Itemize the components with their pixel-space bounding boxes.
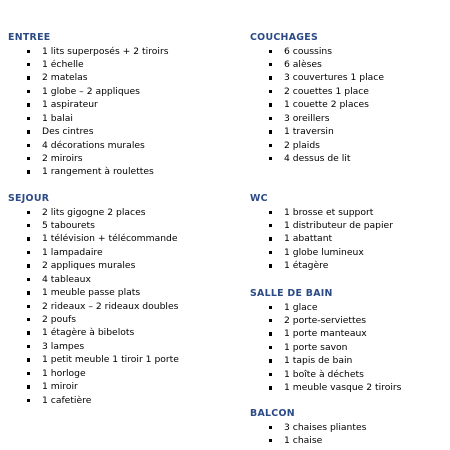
square-bullet-icon [269,264,272,267]
list-item-text: 1 distributeur de papier [284,219,393,231]
list-item-text: 1 porte savon [284,341,348,353]
square-bullet-icon [27,358,30,361]
list-item-text: 1 aspirateur [42,99,98,111]
list-item-text: 1 abattant [284,233,333,245]
square-bullet-icon [27,117,30,120]
square-bullet-icon [269,144,272,147]
square-bullet-icon [27,331,30,334]
list-item-text: 3 lampes [42,340,85,352]
list-item-text: 1 brosse et support [284,206,374,218]
list-item-text: 2 couettes 1 place [284,85,369,97]
square-bullet-icon [269,50,272,53]
square-bullet-icon [269,386,272,389]
square-bullet-icon [269,90,272,93]
list-item-text: 1 couette 2 places [284,99,369,111]
list-item-text: 1 boîte à déchets [284,368,364,380]
square-bullet-icon [27,345,30,348]
section-title: ENTREE [8,32,51,43]
square-bullet-icon [27,385,30,388]
list-item-text: 1 petit meuble 1 tiroir 1 porte [42,354,179,366]
section-title: BALCON [250,408,295,419]
square-bullet-icon [269,439,272,442]
square-bullet-icon [269,332,272,335]
square-bullet-icon [27,63,30,66]
square-bullet-icon [27,237,30,240]
square-bullet-icon [269,359,272,362]
square-bullet-icon [27,144,30,147]
square-bullet-icon [27,251,30,254]
square-bullet-icon [27,157,30,160]
list-item-text: 2 matelas [42,72,88,84]
list-item-text: 1 lits superposés + 2 tiroirs [42,45,169,57]
list-item-text: 3 chaises pliantes [284,421,367,433]
section-title: COUCHAGES [250,32,318,43]
square-bullet-icon [269,306,272,309]
list-item-text: 2 appliques murales [42,260,136,272]
list-item-text: 1 étagère [284,260,329,272]
list-item-text: 1 cafetière [42,394,92,406]
list-item-text: 2 miroirs [42,153,83,164]
list-item-text: Des cintres [42,126,94,138]
list-item-text: 1 balai [42,112,73,124]
square-bullet-icon [27,130,30,133]
section-title: SEJOUR [8,193,50,204]
list-item-text: 3 couvertures 1 place [284,72,384,84]
list-item-text: 1 globe lumineux [284,246,364,258]
list-item-text: 1 meuble vasque 2 tiroirs [284,382,402,394]
square-bullet-icon [269,211,272,214]
square-bullet-icon [27,224,30,227]
list-item-text: 3 oreillers [284,112,330,124]
square-bullet-icon [269,103,272,106]
list-item-text: 1 rangement à roulettes [42,166,154,178]
list-item-text: 4 tableaux [42,273,91,285]
list-item-text: 1 meuble passe plats [42,287,141,299]
list-item-text: 1 lampadaire [42,246,103,258]
list-item-text: 6 alèses [284,58,322,70]
list-item-text: 1 télévision + télécommande [42,233,178,245]
square-bullet-icon [27,170,30,173]
square-bullet-icon [27,76,30,79]
square-bullet-icon [27,264,30,267]
square-bullet-icon [269,130,272,133]
list-item-text: 1 chaise [284,434,323,446]
list-item-text: 1 horloge [42,367,86,379]
list-item-text: 1 échelle [42,58,84,70]
square-bullet-icon [269,237,272,240]
list-item-text: 4 dessus de lit [284,153,351,164]
square-bullet-icon [27,278,30,281]
square-bullet-icon [269,251,272,254]
list-item-text: 4 décorations murales [42,139,145,151]
square-bullet-icon [27,90,30,93]
list-item-text: 1 étagère à bibelots [42,327,135,339]
list-item-text: 2 poufs [42,314,77,325]
section-title: SALLE DE BAIN [250,288,333,299]
list-item-text: 1 globe – 2 appliques [42,85,140,97]
list-item-text: 1 glace [284,301,318,313]
square-bullet-icon [269,63,272,66]
square-bullet-icon [27,318,30,321]
list-item-text: 1 miroir [42,381,78,393]
square-bullet-icon [27,291,30,294]
square-bullet-icon [27,399,30,402]
square-bullet-icon [269,117,272,120]
square-bullet-icon [27,50,30,53]
list-item-text: 1 traversin [284,126,334,138]
section-title: WC [250,193,268,204]
square-bullet-icon [269,346,272,349]
square-bullet-icon [269,76,272,79]
square-bullet-icon [269,373,272,376]
square-bullet-icon [27,211,30,214]
list-item-text: 1 porte manteaux [284,328,367,340]
list-item-text: 2 porte-serviettes [284,314,367,326]
square-bullet-icon [27,103,30,106]
list-item-text: 2 plaids [284,139,320,151]
square-bullet-icon [269,157,272,160]
square-bullet-icon [269,319,272,322]
list-item-text: 2 rideaux – 2 rideaux doubles [42,300,179,312]
square-bullet-icon [269,224,272,227]
square-bullet-icon [27,372,30,375]
list-item-text: 6 coussins [284,45,332,57]
list-item-text: 2 lits gigogne 2 places [42,206,146,218]
square-bullet-icon [27,305,30,308]
square-bullet-icon [269,426,272,429]
list-item-text: 5 tabourets [42,219,95,231]
list-item-text: 1 tapis de bain [284,355,353,367]
